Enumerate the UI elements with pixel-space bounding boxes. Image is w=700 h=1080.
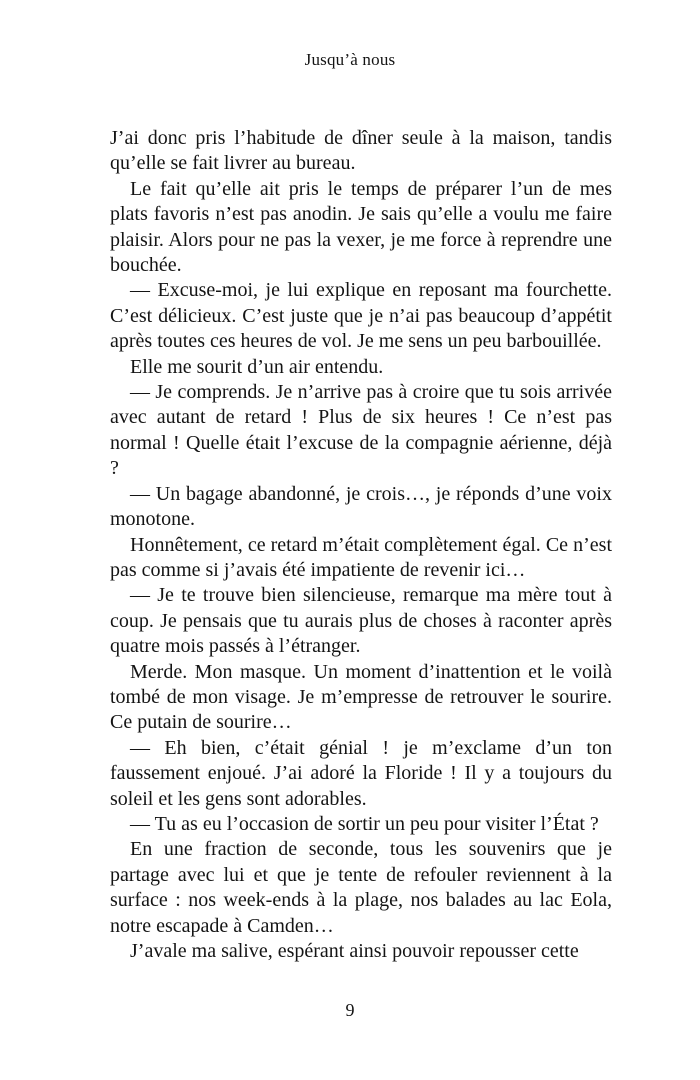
paragraph: Honnêtement, ce retard m’était complètement égal. Ce n’est pas comme si j’avais été impatiente de revenir ici…: [110, 533, 612, 581]
dialogue-paragraph: — Eh bien, c’était génial ! je m’exclame d’un ton faussement enjoué. J’ai adoré la Floride ! Il y a toujours du soleil et les gens sont adorables.: [110, 736, 612, 810]
paragraph: Merde. Mon masque. Un moment d’inattention et le voilà tombé de mon visage. Je m’empresse de retrouver le sourire. Ce putain de sourire…: [110, 660, 612, 734]
paragraph: En une fraction de seconde, tous les souvenirs que je partage avec lui et que je tente de refouler reviennent à la surface : nos week-ends à la plage, nos balades au lac Eola, notre escapade à Camden…: [110, 838, 612, 937]
dialogue-paragraph: — Je comprends. Je n’arrive pas à croire que tu sois arrivée avec autant de retard ! Plus de six heures ! Ce n’est pas normal ! Quelle était l’excuse de la compagnie aérienne, déjà ?: [110, 381, 612, 480]
dialogue-paragraph: — Je te trouve bien silencieuse, remarque ma mère tout à coup. Je pensais que tu aurais plus de choses à raconter après quatre mois passés à l’étranger.: [110, 584, 612, 658]
body-text: [110, 126, 612, 964]
paragraph: J’avale ma salive, espérant ainsi pouvoir repousser cette: [130, 940, 579, 962]
paragraph: Elle me sourit d’un air entendu.: [130, 355, 384, 378]
page-number: 9: [345, 1000, 355, 1020]
paragraph: Le fait qu’elle ait pris le temps de préparer l’un de mes plats favoris n’est pas anodin. Je sais qu’elle a voulu me faire plaisir. Alors pour ne pas la vexer, je me force à reprendre une bouchée.: [110, 177, 612, 277]
dialogue-paragraph: — Un bagage abandonné, je crois…, je réponds d’une voix monotone.: [110, 482, 612, 531]
paragraph: J’ai donc pris l’habitude de dîner seule à la maison, tandis qu’elle se fait livrer au bureau.: [110, 127, 612, 175]
dialogue-paragraph: — Excuse-moi, je lui explique en reposant ma fourchette. C’est délicieux. C’est juste que je n’ai pas beaucoup d’appétit après toutes ces heures de vol. Je me sens un peu barbouillée.: [110, 279, 612, 353]
running-title: Jusqu’à nous: [304, 50, 396, 69]
dialogue-paragraph: — Tu as eu l’occasion de sortir un peu pour visiter l’État ?: [130, 812, 599, 835]
